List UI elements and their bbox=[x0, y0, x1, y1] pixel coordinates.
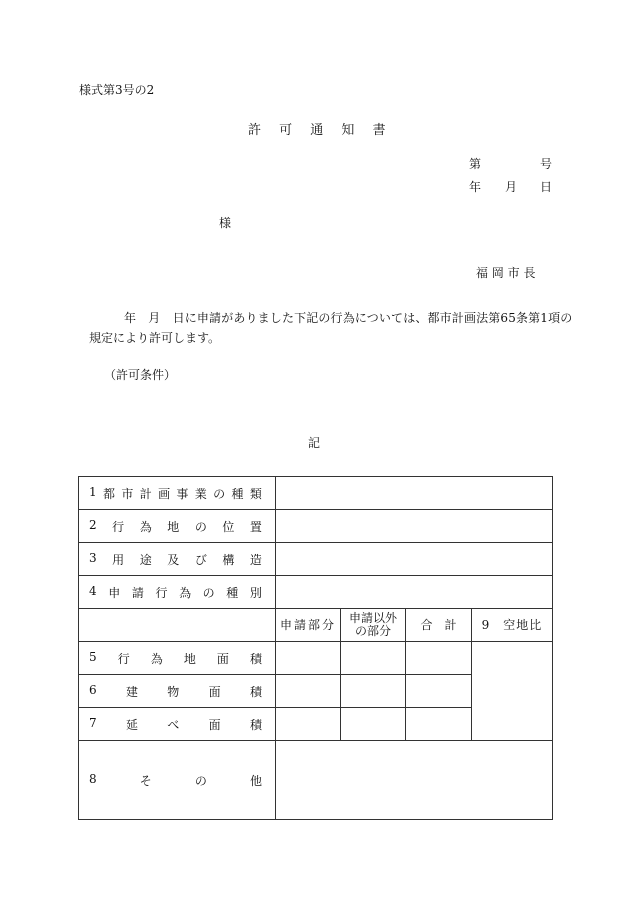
conditions-label: （許可条件） bbox=[104, 368, 177, 382]
row-value bbox=[276, 543, 553, 576]
col-header-open-space-ratio: 9 空地比 bbox=[472, 609, 553, 642]
row-label: 7 延 べ 面 積 bbox=[79, 708, 276, 741]
cell-applied bbox=[276, 708, 341, 741]
row-label: 3 用 途 及 び 構 造 bbox=[79, 543, 276, 576]
area-header-row bbox=[79, 609, 553, 642]
table-row bbox=[79, 510, 553, 543]
col-header-other: 申請以外 の部分 bbox=[341, 609, 406, 642]
cell-other bbox=[341, 708, 406, 741]
recipient-suffix: 様 bbox=[219, 216, 232, 230]
cell-total bbox=[406, 642, 472, 675]
row-label: 4 申 請 行 為 の 種 別 bbox=[79, 576, 276, 609]
cell-total bbox=[406, 708, 472, 741]
table-row bbox=[79, 576, 553, 609]
row-value bbox=[276, 576, 553, 609]
body-line-2: 規定により許可します。 bbox=[89, 331, 221, 345]
document-title: 許 可 通 知 書 bbox=[248, 123, 386, 138]
permit-details-table bbox=[78, 476, 553, 820]
area-header-blank bbox=[79, 609, 276, 642]
cell-open-space-ratio bbox=[472, 642, 553, 741]
date-day: 日 bbox=[540, 180, 553, 194]
row-label: 6 建 物 面 積 bbox=[79, 675, 276, 708]
doc-number-prefix: 第 bbox=[469, 157, 482, 171]
table-row bbox=[79, 543, 553, 576]
date-year: 年 bbox=[469, 180, 482, 194]
ki-heading: 記 bbox=[308, 436, 321, 450]
row-label: 2 行 為 地 の 位 置 bbox=[79, 510, 276, 543]
issuer: 福 岡 市 長 bbox=[476, 266, 536, 280]
table-row bbox=[79, 477, 553, 510]
table-row bbox=[79, 642, 553, 675]
col-header-total: 合 計 bbox=[406, 609, 472, 642]
row-label: 1 都 市 計 画 事 業 の 種 類 bbox=[79, 477, 276, 510]
row-label: 5 行 為 地 面 積 bbox=[79, 642, 276, 675]
cell-other bbox=[341, 675, 406, 708]
row-value bbox=[276, 510, 553, 543]
row-label: 8 そ の 他 bbox=[79, 741, 276, 820]
date-month: 月 bbox=[505, 180, 518, 194]
col-header-applied: 申請部分 bbox=[276, 609, 341, 642]
row-value bbox=[276, 477, 553, 510]
cell-total bbox=[406, 675, 472, 708]
form-number: 様式第3号の2 bbox=[79, 83, 155, 97]
cell-applied bbox=[276, 675, 341, 708]
row-value bbox=[276, 741, 553, 820]
table-row bbox=[79, 741, 553, 820]
cell-other bbox=[341, 642, 406, 675]
body-line-1: 年 月 日に申請がありました下記の行為については、都市計画法第65条第1項の bbox=[124, 311, 573, 325]
cell-applied bbox=[276, 642, 341, 675]
doc-number-suffix: 号 bbox=[540, 157, 553, 171]
